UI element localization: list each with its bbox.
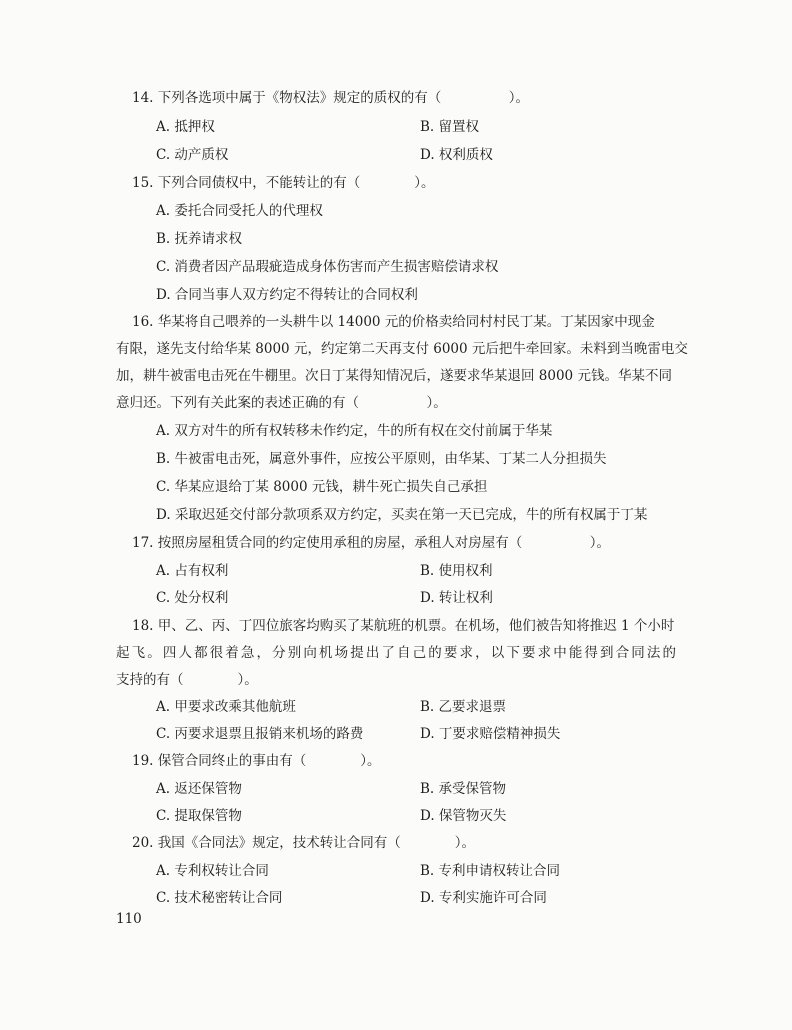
- question-16-stem-line-3: 加，耕牛被雷电击死在牛棚里。次日丁某得知情况后，遂要求华某退回 8000 元钱。华某不同: [116, 368, 672, 384]
- q17-option-d: D. 转让权利: [420, 590, 493, 606]
- q20-option-a: A. 专利权转让合同: [156, 863, 269, 879]
- question-18-stem-line-2: 起飞。四人都很着急，分别向机场提出了自己的要求，以下要求中能得到合同法的: [116, 645, 676, 661]
- q18-option-d: D. 丁要求赔偿精神损失: [420, 726, 561, 742]
- q15-option-c: C. 消费者因产品瑕疵造成身体伤害而产生损害赔偿请求权: [156, 259, 499, 275]
- q15-option-a: A. 委托合同受托人的代理权: [156, 203, 323, 219]
- q19-option-b: B. 承受保管物: [420, 781, 507, 797]
- question-14-stem: 14. 下列各选项中属于《物权法》规定的质权的有（ ）。: [132, 90, 530, 106]
- q19-option-d: D. 保管物灭失: [420, 808, 507, 824]
- q14-option-a: A. 抵押权: [156, 119, 215, 135]
- q17-option-b: B. 使用权利: [420, 563, 493, 579]
- question-16-stem-line-1: 16. 华某将自己喂养的一头耕牛以 14000 元的价格卖给同村村民丁某。丁某因家中现金: [132, 314, 655, 330]
- page-number: 110: [116, 911, 142, 927]
- question-17-stem: 17. 按照房屋租赁合同的约定使用承租的房屋，承租人对房屋有（ ）。: [132, 535, 611, 551]
- q15-option-b: B. 抚养请求权: [156, 231, 243, 247]
- q14-option-d: D. 权利质权: [420, 147, 493, 163]
- q20-option-b: B. 专利申请权转让合同: [420, 863, 561, 879]
- q16-option-c: C. 华某应退给丁某 8000 元钱，耕牛死亡损失自己承担: [156, 479, 488, 495]
- q14-option-b: B. 留置权: [420, 119, 480, 135]
- question-18-stem-line-1: 18. 甲、乙、丙、丁四位旅客均购买了某航班的机票。在机场，他们被告知将推迟 1 个小时: [132, 618, 675, 634]
- q15-option-d: D. 合同当事人双方约定不得转让的合同权利: [156, 287, 418, 303]
- q17-option-a: A. 占有权利: [156, 563, 229, 579]
- q18-option-a: A. 甲要求改乘其他航班: [156, 699, 296, 715]
- q14-option-c: C. 动产质权: [156, 147, 229, 163]
- question-16-stem-line-4: 意归还。下列有关此案的表述正确的有（ ）。: [116, 395, 447, 411]
- q20-option-d: D. 专利实施许可合同: [420, 890, 547, 906]
- question-18-stem-line-3: 支持的有（ ）。: [116, 672, 258, 688]
- q16-option-a: A. 双方对牛的所有权转移未作约定，牛的所有权在交付前属于华某: [156, 423, 553, 439]
- q16-option-d: D. 采取迟延交付部分款项系双方约定，买卖在第一天已完成，牛的所有权属于丁某: [156, 507, 648, 523]
- q18-option-b: B. 乙要求退票: [420, 699, 507, 715]
- q18-option-c: C. 丙要求退票且报销来机场的路费: [156, 726, 364, 742]
- q17-option-c: C. 处分权利: [156, 590, 229, 606]
- question-15-stem: 15. 下列合同债权中，不能转让的有（ ）。: [132, 175, 435, 191]
- q20-option-c: C. 技术秘密转让合同: [156, 890, 283, 906]
- q19-option-c: C. 提取保管物: [156, 808, 242, 824]
- question-20-stem: 20. 我国《合同法》规定，技术转让合同有（ ）。: [132, 835, 476, 851]
- question-16-stem-line-2: 有限，遂先支付给华某 8000 元，约定第二天再支付 6000 元后把牛牵回家。未料到当晚雷电交: [116, 341, 688, 357]
- q19-option-a: A. 返还保管物: [156, 781, 242, 797]
- q16-option-b: B. 牛被雷电击死，属意外事件，应按公平原则，由华某、丁某二人分担损失: [156, 451, 607, 467]
- question-19-stem: 19. 保管合同终止的事由有（ ）。: [132, 753, 381, 769]
